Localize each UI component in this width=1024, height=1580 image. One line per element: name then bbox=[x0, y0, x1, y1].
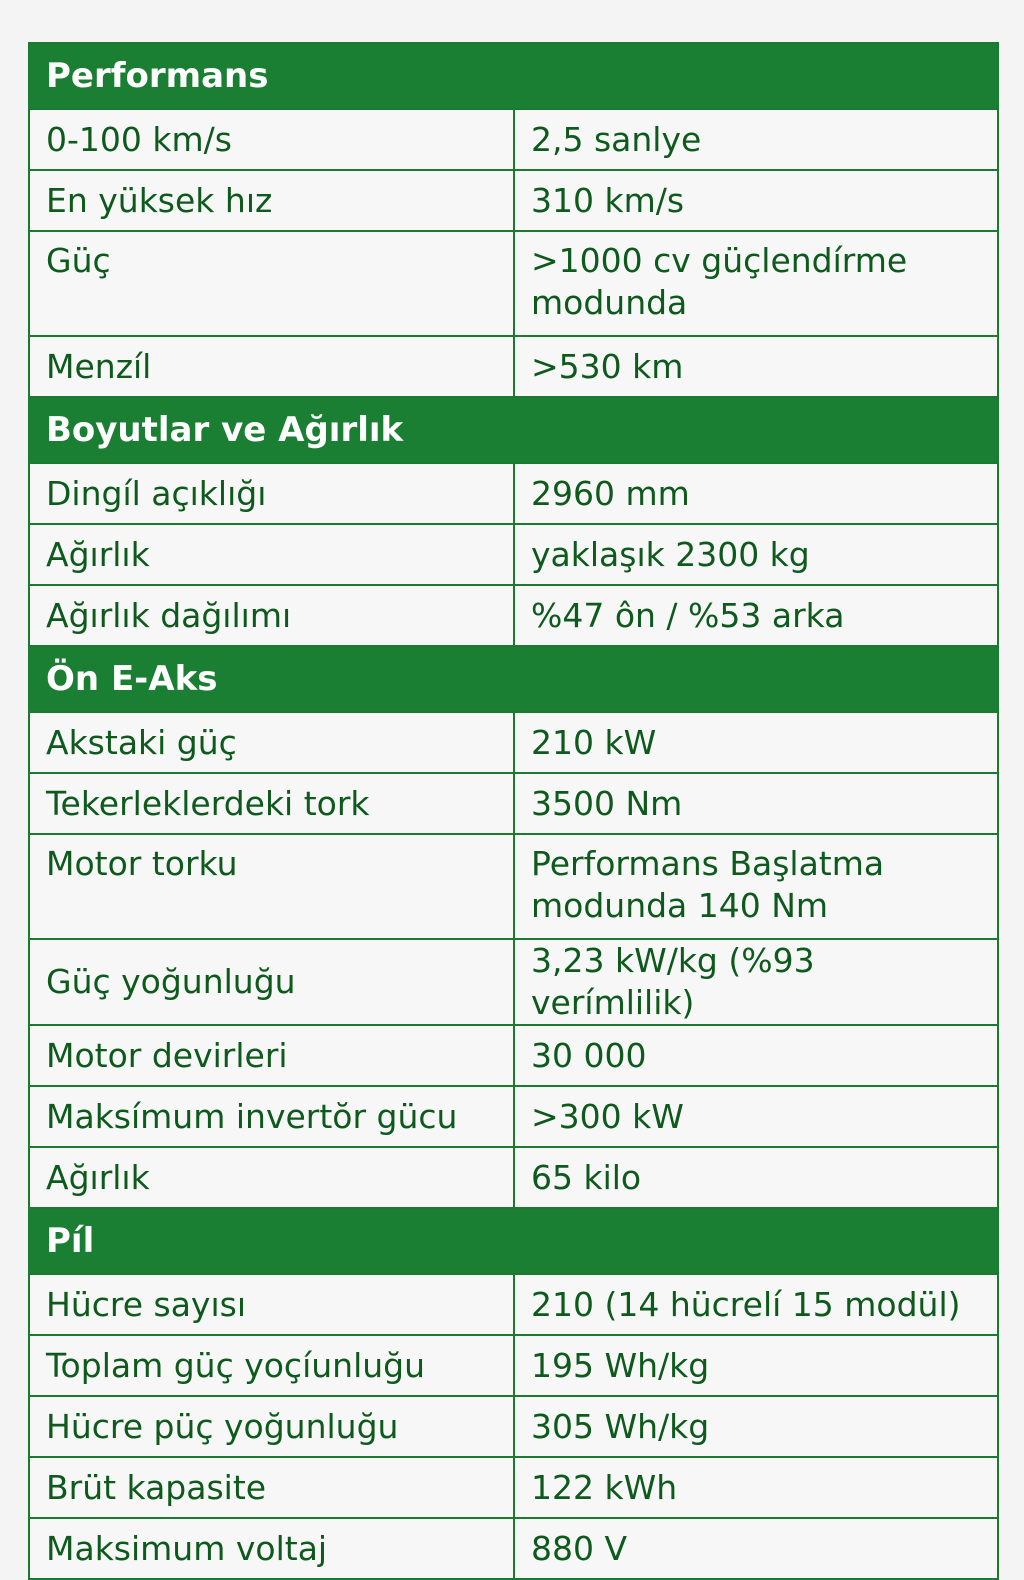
spec-label: Ağırlık bbox=[29, 1147, 514, 1208]
section-title: Performans bbox=[29, 43, 998, 109]
table-row bbox=[29, 170, 998, 231]
table-row bbox=[29, 1335, 998, 1396]
spec-value: yaklaşık 2300 kg bbox=[514, 524, 998, 585]
table-row bbox=[29, 939, 998, 1025]
table-row bbox=[29, 585, 998, 646]
spec-value: >530 km bbox=[514, 336, 998, 397]
table-row bbox=[29, 1518, 998, 1579]
spec-label: Hücre sayısı bbox=[29, 1274, 514, 1335]
section-title: Boyutlar ve Ağırlık bbox=[29, 397, 998, 463]
table-row bbox=[29, 1147, 998, 1208]
spec-label: Ağırlık dağılımı bbox=[29, 585, 514, 646]
spec-value: >1000 cv güçlendírme modunda bbox=[514, 231, 998, 336]
spec-label: Motor torku bbox=[29, 834, 514, 939]
spec-value: 195 Wh/kg bbox=[514, 1335, 998, 1396]
spec-label: Güç yoğunluğu bbox=[29, 939, 514, 1025]
section-header-row bbox=[29, 646, 998, 712]
spec-value: Performans Başlatma modunda 140 Nm bbox=[514, 834, 998, 939]
table-row bbox=[29, 1396, 998, 1457]
table-row bbox=[29, 1025, 998, 1086]
section-header-row bbox=[29, 1208, 998, 1274]
table-row bbox=[29, 109, 998, 170]
section-header-row bbox=[29, 397, 998, 463]
spec-label: Ağırlık bbox=[29, 524, 514, 585]
spec-value: 880 V bbox=[514, 1518, 998, 1579]
section-title: Ön E-Aks bbox=[29, 646, 998, 712]
spec-label: En yüksek hız bbox=[29, 170, 514, 231]
spec-label: Akstaki güç bbox=[29, 712, 514, 773]
spec-table bbox=[28, 42, 999, 1580]
spec-value: 3,23 kW/kg (%93 verímlilik) bbox=[514, 939, 998, 1025]
table-row bbox=[29, 712, 998, 773]
spec-value: 310 km/s bbox=[514, 170, 998, 231]
spec-label: Brüt kapasite bbox=[29, 1457, 514, 1518]
table-row bbox=[29, 524, 998, 585]
spec-label: Tekerleklerdeki tork bbox=[29, 773, 514, 834]
spec-label: Toplam güç yoçíunluğu bbox=[29, 1335, 514, 1396]
spec-value: 305 Wh/kg bbox=[514, 1396, 998, 1457]
spec-label: Menzíl bbox=[29, 336, 514, 397]
spec-value: %47 ôn / %53 arka bbox=[514, 585, 998, 646]
spec-value: 122 kWh bbox=[514, 1457, 998, 1518]
table-row bbox=[29, 336, 998, 397]
table-row bbox=[29, 463, 998, 524]
table-row bbox=[29, 1457, 998, 1518]
spec-value: 2,5 sanlye bbox=[514, 109, 998, 170]
section-header-row bbox=[29, 43, 998, 109]
spec-label: Dingíl açıklığı bbox=[29, 463, 514, 524]
spec-label: Motor devirleri bbox=[29, 1025, 514, 1086]
spec-value: 30 000 bbox=[514, 1025, 998, 1086]
table-row bbox=[29, 773, 998, 834]
table-row bbox=[29, 231, 998, 336]
spec-label: Maksimum voltaj bbox=[29, 1518, 514, 1579]
spec-value: 2960 mm bbox=[514, 463, 998, 524]
spec-value: 3500 Nm bbox=[514, 773, 998, 834]
spec-label: 0-100 km/s bbox=[29, 109, 514, 170]
table-row bbox=[29, 834, 998, 939]
spec-value: >300 kW bbox=[514, 1086, 998, 1147]
spec-label: Güç bbox=[29, 231, 514, 336]
spec-value: 210 (14 hücrelí 15 modül) bbox=[514, 1274, 998, 1335]
spec-label: Maksímum invertŏr gücu bbox=[29, 1086, 514, 1147]
table-row bbox=[29, 1274, 998, 1335]
spec-table-body bbox=[29, 43, 998, 1579]
section-title: Píl bbox=[29, 1208, 998, 1274]
spec-value: 210 kW bbox=[514, 712, 998, 773]
spec-value: 65 kilo bbox=[514, 1147, 998, 1208]
table-row bbox=[29, 1086, 998, 1147]
spec-label: Hücre püç yoğunluğu bbox=[29, 1396, 514, 1457]
